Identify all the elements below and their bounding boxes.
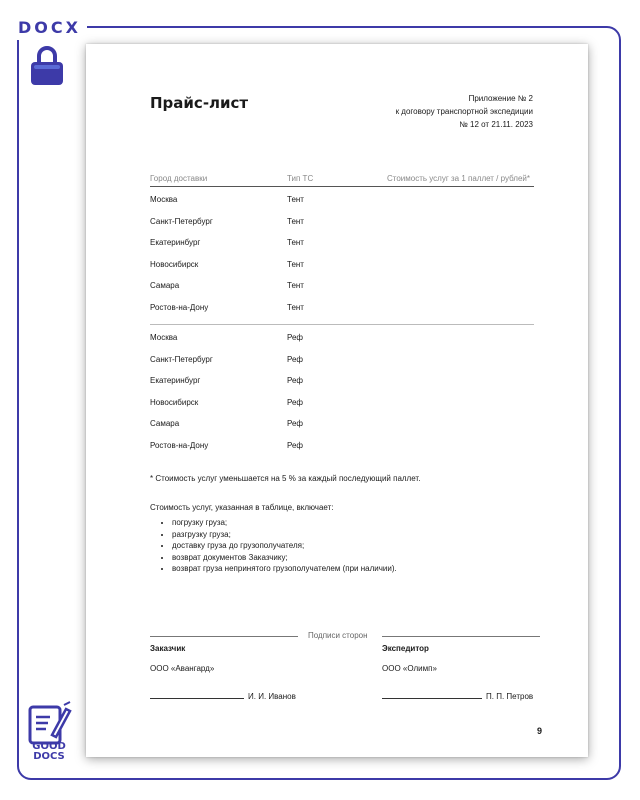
table-row	[150, 347, 534, 369]
includes-title: Стоимость услуг, указанная в таблице, включает:	[150, 503, 334, 512]
good-docs-wordmark	[26, 742, 72, 762]
header-price: Стоимость услуг за 1 паллет / рублей*	[386, 174, 530, 183]
table-row	[150, 390, 534, 412]
cell-city: Екатеринбург	[150, 376, 201, 385]
cell-city: Екатеринбург	[150, 238, 201, 247]
forwarder-name: П. П. Петров	[486, 692, 534, 701]
table-header	[150, 172, 534, 186]
cell-city: Санкт-Петербург	[150, 216, 213, 226]
table-row	[150, 411, 534, 433]
table-row	[150, 325, 534, 347]
forwarder-sign	[382, 690, 542, 701]
list-item: • возврат документов Заказчику;	[172, 552, 397, 564]
document-page	[86, 44, 588, 757]
table-row	[150, 230, 534, 252]
brand-label: DOCX	[12, 16, 87, 40]
cell-type: Тент	[287, 281, 304, 290]
lock-icon	[30, 44, 64, 86]
cell-type: Тент	[287, 216, 304, 226]
customer-signature-block	[150, 644, 310, 701]
cell-type: Тент	[287, 238, 304, 247]
cell-type: Тент	[287, 302, 304, 312]
table-row	[150, 433, 534, 455]
signatures-heading: Подписи сторон	[308, 631, 368, 640]
forwarder-signature-block	[382, 644, 542, 701]
cell-type: Реф	[287, 397, 304, 407]
cell-type: Тент	[287, 259, 304, 269]
logo-top-text: GOOD	[32, 741, 66, 752]
cell-type: Реф	[287, 333, 304, 342]
list-item: • разгрузку груза;	[172, 529, 397, 541]
divider	[150, 636, 298, 637]
customer-role: Заказчик	[150, 644, 186, 653]
appendix-reference	[396, 92, 533, 131]
cell-city: Самара	[150, 281, 180, 290]
cell-type: Реф	[287, 376, 304, 385]
header-city: Город доставки	[150, 174, 208, 183]
list-item: • доставку груза до грузополучателя;	[172, 540, 397, 552]
divider	[382, 636, 540, 637]
cell-city: Ростов-на-Дону	[150, 440, 209, 450]
cell-city: Самара	[150, 419, 180, 428]
includes-section	[150, 502, 397, 575]
signature-line	[382, 690, 482, 699]
customer-org: ООО «Авангард»	[150, 664, 215, 673]
customer-sign	[150, 690, 310, 701]
forwarder-role: Экспедитор	[382, 644, 429, 653]
table-row	[150, 209, 534, 231]
appendix-line: к договору транспортной экспедиции	[395, 107, 533, 116]
cell-type: Реф	[287, 440, 304, 450]
cell-city: Санкт-Петербург	[150, 354, 213, 364]
cell-city: Новосибирск	[150, 259, 199, 269]
table-row	[150, 273, 534, 295]
appendix-line: Приложение № 2	[468, 94, 533, 103]
signature-line	[150, 690, 244, 699]
page-number: 9	[536, 726, 542, 736]
cell-type: Реф	[287, 354, 304, 364]
appendix-line: № 12 от 21.11. 2023	[459, 120, 533, 129]
forwarder-org: ООО «Олимп»	[382, 664, 437, 673]
table-row	[150, 252, 534, 274]
customer-name: И. И. Иванов	[248, 692, 296, 701]
cell-city: Новосибирск	[150, 397, 199, 407]
cell-city: Москва	[150, 333, 178, 342]
table-row	[150, 295, 534, 317]
includes-list	[150, 517, 397, 575]
table-row	[150, 368, 534, 390]
list-item: • погрузку груза;	[172, 517, 397, 529]
cell-city: Москва	[150, 195, 178, 204]
list-item: • возврат груза непринятого грузополучателем (при наличии).	[172, 563, 397, 575]
cell-type: Тент	[287, 195, 304, 204]
discount-note: * Стоимость услуг уменьшается на 5 % за каждый последующий паллет.	[150, 474, 421, 483]
cell-type: Реф	[287, 419, 304, 428]
logo-bottom-text: DOCS	[33, 751, 65, 762]
signatures-heading-row	[150, 630, 540, 644]
header-vehicle-type: Тип ТС	[287, 174, 314, 183]
page-title: Прайс-лист	[150, 94, 249, 112]
cell-city: Ростов-на-Дону	[150, 302, 209, 312]
table-row	[150, 187, 534, 209]
price-table	[150, 172, 534, 454]
